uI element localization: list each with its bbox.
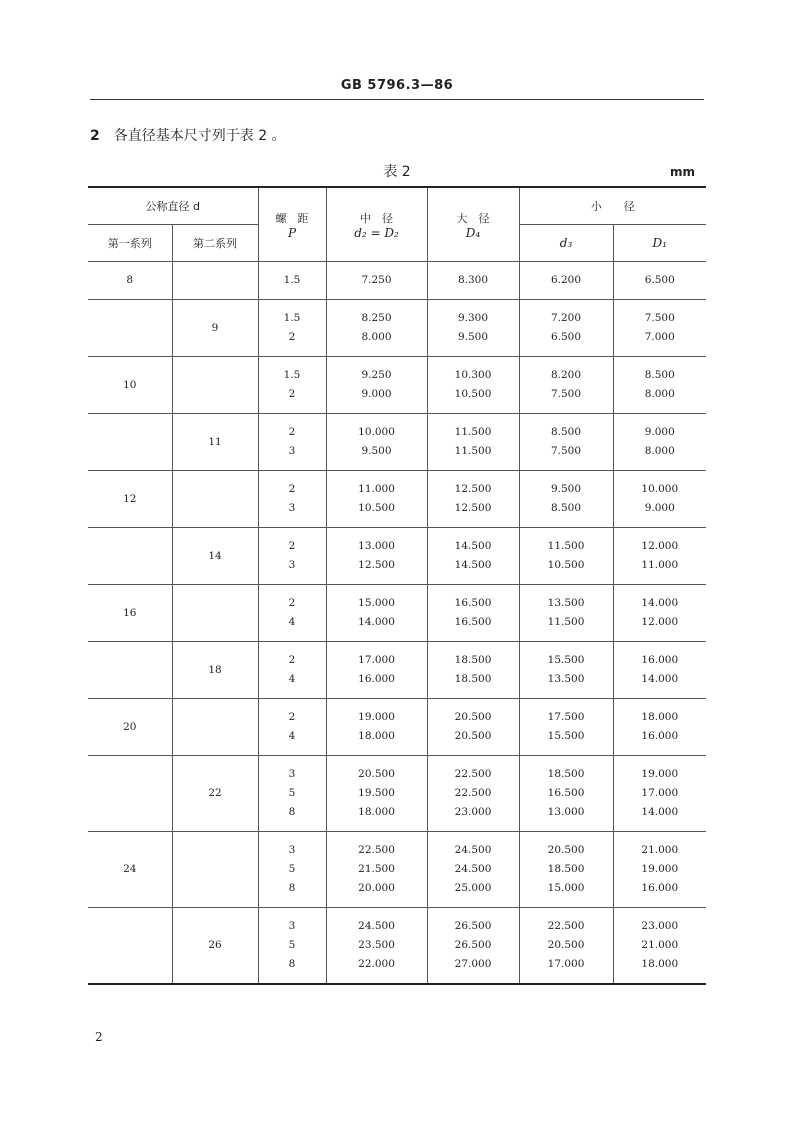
table-row (88, 756, 706, 832)
cell-series-2: 26 (172, 908, 258, 984)
cell-major-diameter (427, 262, 519, 300)
cell-value: 11.500 (454, 426, 492, 438)
cell-major-diameter (427, 471, 519, 528)
cell-value: 7.200 (550, 312, 582, 324)
cell-pitch-diameter (326, 642, 427, 699)
header-pitch-symbol: P (287, 225, 297, 240)
cell-value: 12.500 (358, 559, 395, 571)
cell-value: 8.500 (550, 502, 582, 514)
table-row (88, 528, 706, 585)
table-row (88, 699, 706, 756)
cell-pitch (258, 832, 326, 908)
header-pitch-diameter-label: 中 径 (360, 211, 394, 225)
cell-value: 14.500 (454, 540, 492, 552)
cell-series-2 (172, 585, 258, 642)
header-major-diameter-label: 大 径 (456, 211, 490, 225)
cell-value: 20.000 (358, 882, 395, 894)
cell-value: 9.500 (457, 331, 489, 343)
cell-value: 18.000 (641, 957, 679, 970)
cell-value: 15.500 (547, 654, 585, 666)
cell-value: 23.500 (358, 938, 395, 951)
cell-value: 14.000 (641, 597, 679, 609)
cell-minor-d3 (519, 471, 613, 528)
table-row (88, 908, 706, 984)
cell-major-diameter (427, 832, 519, 908)
cell-value: 4 (288, 673, 296, 685)
table-caption: 表 2 (383, 164, 411, 180)
cell-major-diameter (427, 908, 519, 984)
cell-value: 25.000 (454, 882, 492, 894)
cell-pitch (258, 699, 326, 756)
cell-value: 1.5 (283, 274, 301, 286)
header-major-diameter-symbol: D₄ (465, 225, 481, 240)
cell-value: 16.000 (641, 730, 679, 742)
cell-pitch (258, 262, 326, 300)
cell-value: 18.500 (454, 654, 492, 666)
cell-pitch-diameter (326, 262, 427, 300)
cell-minor-d3 (519, 357, 613, 414)
cell-minor-d3 (519, 832, 613, 908)
cell-value: 16.500 (547, 787, 585, 799)
cell-value: 2 (288, 426, 296, 438)
cell-value: 14.000 (641, 673, 679, 685)
cell-value: 18.500 (454, 673, 492, 685)
cell-value: 10.000 (358, 426, 395, 438)
cell-series-2: 14 (172, 528, 258, 585)
cell-value: 16.500 (454, 597, 492, 609)
cell-value: 7.500 (644, 312, 675, 324)
cell-value: 14.000 (358, 616, 395, 628)
cell-series-2: 22 (172, 756, 258, 832)
cell-value: 15.000 (547, 882, 585, 894)
cell-value: 3 (288, 445, 296, 457)
cell-value: 18.500 (547, 863, 585, 875)
cell-pitch (258, 528, 326, 585)
cell-pitch (258, 908, 326, 984)
cell-pitch (258, 357, 326, 414)
table-row (88, 585, 706, 642)
cell-series-2: 18 (172, 642, 258, 699)
header-pitch-label: 螺 距 (275, 211, 309, 225)
cell-value: 2 (288, 540, 296, 552)
cell-major-diameter (427, 357, 519, 414)
cell-value: 16.000 (641, 882, 679, 894)
cell-value: 9.500 (361, 445, 392, 457)
cell-minor-D1 (613, 414, 706, 471)
cell-value: 24.500 (454, 863, 492, 875)
cell-value: 21.000 (641, 938, 679, 951)
header-minor-d3 (519, 225, 613, 262)
cell-minor-D1 (613, 699, 706, 756)
cell-value: 6.200 (550, 274, 582, 286)
header-rule (90, 99, 704, 100)
cell-value: 18.000 (641, 711, 679, 723)
cell-pitch (258, 585, 326, 642)
cell-series-1: 8 (88, 262, 172, 300)
cell-value: 1.5 (283, 312, 301, 324)
cell-series-1 (88, 908, 172, 984)
header-major-diameter (427, 187, 519, 262)
cell-value: 12.500 (454, 502, 492, 514)
cell-value: 7.500 (550, 388, 582, 400)
cell-minor-D1 (613, 908, 706, 984)
cell-value: 22.500 (547, 919, 585, 932)
cell-value: 9.300 (457, 312, 489, 324)
cell-pitch-diameter (326, 528, 427, 585)
cell-value: 14.500 (454, 559, 492, 571)
cell-minor-D1 (613, 300, 706, 357)
cell-pitch-diameter (326, 832, 427, 908)
cell-value: 2 (288, 388, 296, 400)
cell-value: 4 (288, 616, 296, 628)
cell-value: 8 (288, 806, 296, 818)
cell-value: 19.000 (641, 768, 679, 780)
cell-series-1 (88, 528, 172, 585)
cell-major-diameter (427, 642, 519, 699)
cell-value: 16.000 (641, 654, 679, 666)
cell-value: 22.500 (454, 787, 492, 799)
cell-value: 24.500 (358, 919, 395, 932)
cell-series-1: 10 (88, 357, 172, 414)
document-header: GB 5796.3—86 (340, 78, 454, 93)
cell-series-2: 9 (172, 300, 258, 357)
cell-value: 8.000 (644, 388, 675, 400)
section-number: 2 (90, 128, 100, 144)
cell-minor-d3 (519, 585, 613, 642)
cell-value: 5 (288, 938, 296, 951)
cell-series-2 (172, 262, 258, 300)
cell-minor-D1 (613, 585, 706, 642)
cell-value: 18.500 (547, 768, 585, 780)
cell-major-diameter (427, 699, 519, 756)
cell-value: 13.000 (358, 540, 395, 552)
cell-value: 2 (288, 711, 296, 723)
cell-value: 14.000 (641, 806, 679, 818)
cell-value: 11.500 (547, 616, 585, 628)
cell-value: 20.500 (454, 730, 492, 742)
header-nominal-diameter: 公称直径 d (88, 187, 258, 225)
cell-minor-d3 (519, 908, 613, 984)
cell-minor-D1 (613, 832, 706, 908)
cell-series-1: 12 (88, 471, 172, 528)
cell-value: 19.500 (358, 787, 395, 799)
cell-value: 8.250 (361, 312, 392, 324)
cell-value: 17.000 (641, 787, 679, 799)
table-row (88, 357, 706, 414)
section-paragraph (90, 125, 286, 145)
cell-value: 20.500 (547, 844, 585, 856)
cell-value: 12.500 (454, 483, 492, 495)
cell-minor-D1 (613, 262, 706, 300)
cell-major-diameter (427, 414, 519, 471)
cell-value: 15.500 (547, 730, 585, 742)
cell-minor-d3 (519, 300, 613, 357)
cell-value: 8 (288, 957, 296, 970)
page-number: 2 (95, 1030, 103, 1044)
cell-major-diameter (427, 585, 519, 642)
cell-value: 26.500 (454, 938, 492, 951)
header-minor-D1-symbol: D₁ (652, 236, 667, 250)
cell-value: 7.500 (550, 445, 582, 457)
cell-value: 23.000 (641, 919, 679, 932)
cell-value: 2 (288, 597, 296, 609)
cell-value: 2 (288, 331, 296, 343)
cell-value: 19.000 (641, 863, 679, 875)
cell-series-1 (88, 300, 172, 357)
cell-value: 23.000 (454, 806, 492, 818)
cell-value: 18.000 (358, 806, 395, 818)
cell-minor-d3 (519, 262, 613, 300)
cell-minor-d3 (519, 528, 613, 585)
cell-value: 11.000 (641, 559, 679, 571)
header-pitch-diameter (326, 187, 427, 262)
header-series-1: 第一系列 (88, 225, 172, 262)
cell-pitch-diameter (326, 699, 427, 756)
cell-major-diameter (427, 528, 519, 585)
cell-series-2 (172, 471, 258, 528)
cell-series-2: 11 (172, 414, 258, 471)
cell-pitch-diameter (326, 471, 427, 528)
cell-series-2 (172, 357, 258, 414)
cell-value: 22.000 (358, 957, 395, 970)
dimension-table (88, 186, 706, 985)
cell-value: 17.500 (547, 711, 585, 723)
cell-pitch (258, 756, 326, 832)
cell-value: 7.000 (644, 331, 675, 343)
cell-value: 13.000 (547, 806, 585, 818)
cell-value: 24.500 (454, 844, 492, 856)
cell-value: 10.500 (454, 388, 492, 400)
cell-value: 3 (288, 502, 296, 514)
cell-value: 15.000 (358, 597, 395, 609)
cell-value: 9.500 (550, 483, 582, 495)
cell-value: 5 (288, 863, 296, 875)
header-pitch-diameter-symbol: d₂ = D₂ (354, 225, 399, 240)
cell-value: 18.000 (358, 730, 395, 742)
cell-value: 11.500 (454, 445, 492, 457)
cell-minor-d3 (519, 642, 613, 699)
cell-value: 11.000 (358, 483, 395, 495)
cell-value: 22.500 (454, 768, 492, 780)
cell-value: 2 (288, 483, 296, 495)
cell-value: 16.500 (454, 616, 492, 628)
cell-value: 13.500 (547, 673, 585, 685)
cell-value: 12.000 (641, 616, 679, 628)
cell-minor-D1 (613, 756, 706, 832)
header-series-2: 第二系列 (172, 225, 258, 262)
cell-value: 11.500 (547, 540, 585, 552)
cell-value: 17.000 (547, 957, 585, 970)
cell-series-1 (88, 642, 172, 699)
cell-value: 27.000 (454, 957, 492, 970)
cell-series-1: 20 (88, 699, 172, 756)
cell-value: 9.000 (361, 388, 392, 400)
cell-minor-D1 (613, 528, 706, 585)
cell-value: 8.200 (550, 369, 582, 381)
cell-value: 3 (288, 559, 296, 571)
cell-value: 9.000 (644, 502, 675, 514)
cell-minor-d3 (519, 699, 613, 756)
table-row (88, 414, 706, 471)
cell-value: 26.500 (454, 919, 492, 932)
cell-value: 8 (288, 882, 296, 894)
cell-series-2 (172, 832, 258, 908)
cell-minor-D1 (613, 642, 706, 699)
header-minor-d3-symbol: d₃ (559, 236, 573, 250)
cell-value: 8.000 (361, 331, 392, 343)
header-minor-D1 (613, 225, 706, 262)
cell-value: 22.500 (358, 844, 395, 856)
cell-pitch-diameter (326, 300, 427, 357)
cell-major-diameter (427, 300, 519, 357)
cell-pitch-diameter (326, 908, 427, 984)
cell-value: 1.5 (283, 369, 301, 381)
cell-minor-d3 (519, 414, 613, 471)
cell-value: 8.500 (644, 369, 675, 381)
cell-value: 21.500 (358, 863, 395, 875)
cell-value: 8.300 (457, 274, 489, 286)
cell-major-diameter (427, 756, 519, 832)
cell-pitch-diameter (326, 585, 427, 642)
section-text: 各直径基本尺寸列于表 2 。 (113, 128, 286, 144)
cell-value: 12.000 (641, 540, 679, 552)
cell-value: 10.500 (547, 559, 585, 571)
cell-value: 8.500 (550, 426, 582, 438)
cell-series-1: 24 (88, 832, 172, 908)
table-unit: mm (669, 165, 695, 179)
cell-value: 8.000 (644, 445, 675, 457)
cell-series-1 (88, 756, 172, 832)
cell-value: 17.000 (358, 654, 395, 666)
cell-pitch-diameter (326, 414, 427, 471)
table-row (88, 642, 706, 699)
cell-value: 21.000 (641, 844, 679, 856)
cell-pitch (258, 642, 326, 699)
cell-minor-D1 (613, 357, 706, 414)
table-row (88, 300, 706, 357)
cell-pitch (258, 300, 326, 357)
cell-value: 16.000 (358, 673, 395, 685)
cell-value: 10.300 (454, 369, 492, 381)
cell-value: 4 (288, 730, 296, 742)
cell-value: 13.500 (547, 597, 585, 609)
header-minor-diameter: 小 径 (519, 187, 706, 225)
cell-value: 19.000 (358, 711, 395, 723)
cell-value: 20.500 (358, 768, 395, 780)
header-pitch (258, 187, 326, 262)
cell-value: 6.500 (550, 331, 582, 343)
cell-minor-d3 (519, 756, 613, 832)
cell-pitch-diameter (326, 756, 427, 832)
cell-series-2 (172, 699, 258, 756)
cell-value: 20.500 (547, 938, 585, 951)
cell-value: 3 (288, 768, 296, 780)
cell-value: 5 (288, 787, 296, 799)
cell-pitch (258, 471, 326, 528)
cell-pitch-diameter (326, 357, 427, 414)
cell-series-1 (88, 414, 172, 471)
cell-value: 6.500 (644, 274, 675, 286)
cell-value: 20.500 (454, 711, 492, 723)
table-row (88, 832, 706, 908)
cell-value: 9.250 (361, 369, 392, 381)
cell-value: 10.000 (641, 483, 679, 495)
cell-minor-D1 (613, 471, 706, 528)
cell-value: 9.000 (644, 426, 675, 438)
cell-value: 3 (288, 844, 296, 856)
cell-series-1: 16 (88, 585, 172, 642)
cell-value: 10.500 (358, 502, 395, 514)
table-row (88, 471, 706, 528)
cell-pitch (258, 414, 326, 471)
cell-value: 7.250 (361, 274, 392, 286)
cell-value: 3 (288, 919, 296, 932)
cell-value: 2 (288, 654, 296, 666)
table-row (88, 262, 706, 300)
